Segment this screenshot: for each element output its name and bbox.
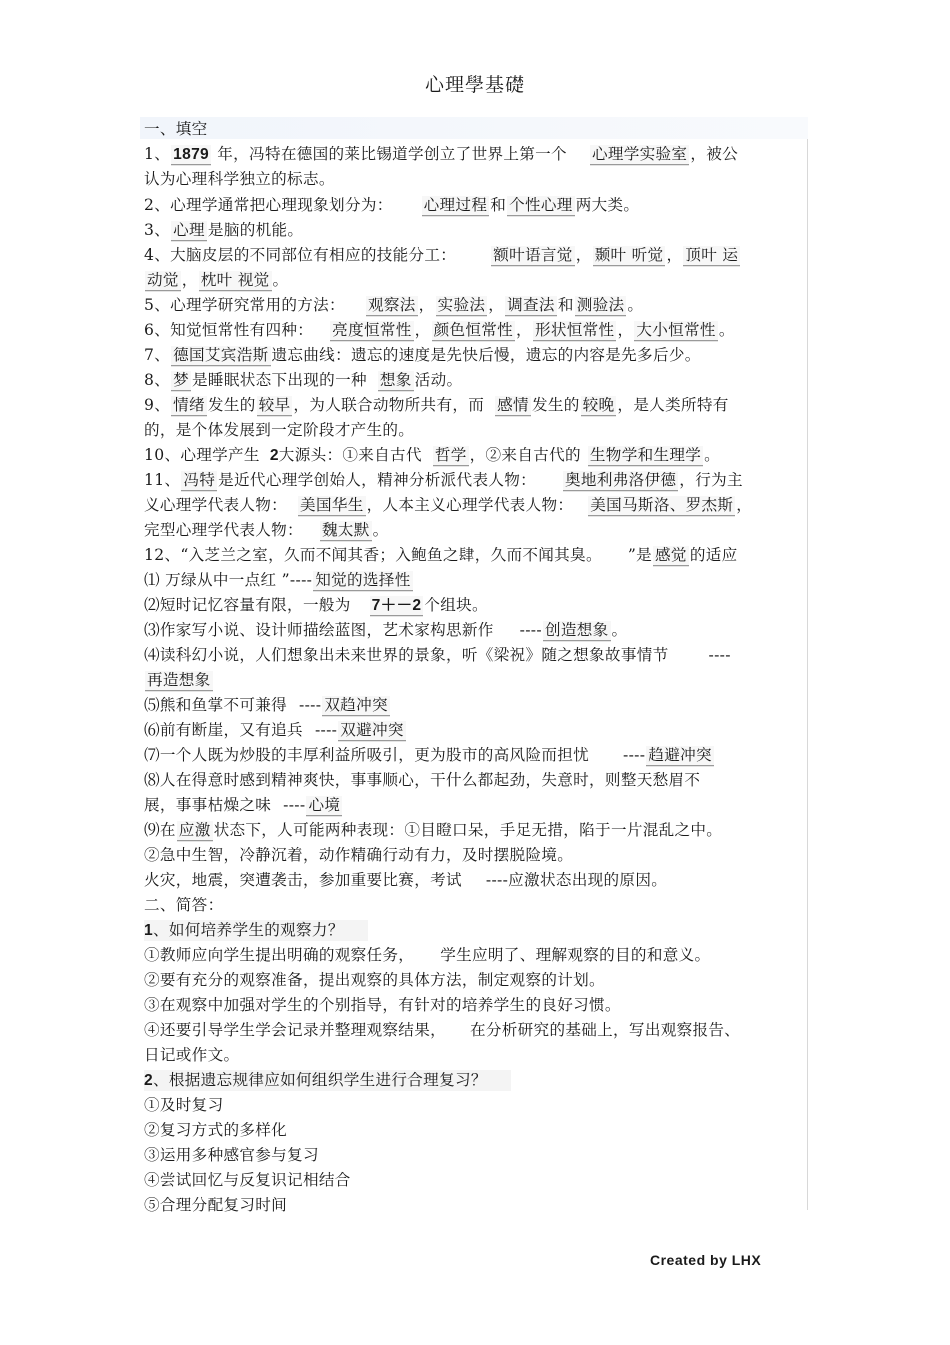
answer-1879: 1879	[173, 146, 210, 163]
sa-q1-answer-1: ①教师应向学生提出明确的观察任务， 学生应明了、理解观察的目的和意义。	[144, 946, 711, 964]
q11-line-3: 完型心理学代表人物： 魏太默 。	[144, 521, 389, 539]
document-body	[140, 117, 808, 1214]
q7-line: 7、 德国艾宾浩斯 遗忘曲线：遗忘的速度是先快后慢，遗忘的内容是先多后少。	[144, 346, 701, 364]
p4-line-2: 再造想象	[147, 671, 211, 689]
answer-process: 心理过程	[423, 196, 488, 214]
answer-lab: 心理学实验室	[591, 145, 688, 163]
p6-line: ⑹前有断崖，又有追兵 ---- 双避冲突	[144, 721, 404, 739]
sa-q2-answer-5: ⑤合理分配复习时间	[144, 1196, 288, 1214]
p4-line: ⑷读科幻小说，人们想象出未来世界的景象，听《梁祝》随之想象故事情节 ----	[144, 646, 731, 664]
p9-line: ⑼在 应激 状态下，人可能两种表现：①目瞪口呆，手足无措，陷于一片混乱之中。	[144, 821, 723, 839]
q12-line: 12、“入芝兰之室，久而不闻其香；入鲍鱼之肆，久而不闻其臭。 ”是 感觉 的适应	[144, 546, 738, 564]
p1-line: ⑴ 万绿从中一点红 ”---- 知觉的选择性	[144, 571, 411, 589]
q3-line: 3、 心理 是脑的机能。	[144, 221, 304, 239]
footer-credit: Created by LHX	[650, 1252, 762, 1268]
sa-q1-answer-4b: 日记或作文。	[144, 1046, 240, 1064]
sa-q2-heading: 2、根据遗忘规律应如何组织学生进行合理复习？	[144, 1068, 806, 1092]
q1-line-2: 认为心理科学独立的标志。	[144, 170, 335, 188]
q4-line: 4、大脑皮层的不同部位有相应的技能分工： 额叶语言觉 ， 颞叶 听觉 ， 顶叶 运	[144, 246, 739, 264]
section-heading-fill: 一、填空	[144, 120, 208, 138]
p2-line: ⑵短时记忆容量有限，一般为 7＋－2 个组块。	[144, 596, 488, 614]
sa-q1-answer-2: ②要有充分的观察准备，提出观察的具体方法，制定观察的计划。	[144, 971, 605, 989]
sa-q1-answer-4: ④还要引导学生学会记录并整理观察结果， 在分析研究的基础上，写出观察报告、	[144, 1021, 741, 1039]
answer-personality: 个性心理	[509, 196, 573, 214]
q6-line: 6、知觉恒常性有四种： 亮度恒常性 ， 颜色恒常性 ， 形状恒常性 ， 大小恒常性 。	[144, 321, 735, 339]
q1-line: 1、 1879 年，冯特在德国的莱比锡道学创立了世界上第一个 心理学实验室 ，被公	[144, 145, 738, 163]
p9-line-3: 火灾，地震，突遭袭击，参加重要比赛，考试 ----应激状态出现的原因。	[144, 871, 668, 889]
q11-line: 11、 冯特 是近代心理学创始人，精神分析派代表人物： 奥地利弗洛伊德 ，行为主	[144, 471, 743, 489]
q11-line-2: 义心理学代表人物： 美国华生 ，人本主义心理学代表人物： 美国马斯洛、罗杰斯 ，	[144, 496, 753, 514]
sa-q2-answer-1: ①及时复习	[144, 1096, 224, 1114]
section-2-heading: 二、简答：	[144, 896, 224, 914]
p7-line: ⑺一个人既为炒股的丰厚利益所吸引，更为股市的高风险而担忧 ---- 趋避冲突	[144, 746, 712, 764]
p9-line-2: ②急中生智，冷静沉着，动作精确行动有力，及时摆脱险境。	[144, 846, 574, 864]
p8-line: ⑻人在得意时感到精神爽快，事事顺心，干什么都起劲，失意时，则整天愁眉不	[144, 771, 701, 789]
answer-mind: 心理	[173, 221, 205, 239]
p5-line: ⑸熊和鱼掌不可兼得 ---- 双趋冲突	[144, 696, 388, 714]
q10-line: 10、心理学产生 2大源头：①来自古代 哲学 ，②来自古代的 生物学和生理学 。	[144, 446, 721, 464]
q8-line: 8、 梦 是睡眠状态下出现的一种 想象 活动。	[144, 371, 463, 389]
q9-line: 9、 情绪 发生的 较早 ，为人联合动物所共有，而 感情 发生的 较晚 ，是人类所特有	[144, 396, 729, 414]
p3-line: ⑶作家写小说、设计师描绘蓝图，艺术家构思新作 ---- 创造想象 。	[144, 621, 628, 639]
q9-line-2: 的，是个体发展到一定阶段才产生的。	[144, 421, 415, 439]
q5-line: 5、心理学研究常用的方法： 观察法 ， 实验法 ， 调查法 和 测验法 。	[144, 296, 644, 314]
p8-line-2: 展，事事枯燥之味 ---- 心境	[144, 796, 341, 814]
sa-q2-answer-2: ②复习方式的多样化	[144, 1121, 288, 1139]
sa-q1-answer-3: ③在观察中加强对学生的个别指导，有针对的培养学生的良好习惯。	[144, 996, 621, 1014]
page-title: 心理學基礎	[424, 74, 525, 96]
sa-q2-answer-4: ④尝试回忆与反复识记相结合	[144, 1171, 351, 1189]
sa-q1-heading: 1、如何培养学生的观察力？	[144, 918, 806, 942]
q2-line: 2、心理学通常把心理现象划分为： 心理过程 和 个性心理 两大类。	[144, 196, 640, 214]
q4-line-2: 动觉 ， 枕叶 视觉 。	[147, 271, 289, 289]
sa-q2-answer-3: ③运用多种感官参与复习	[144, 1146, 319, 1164]
